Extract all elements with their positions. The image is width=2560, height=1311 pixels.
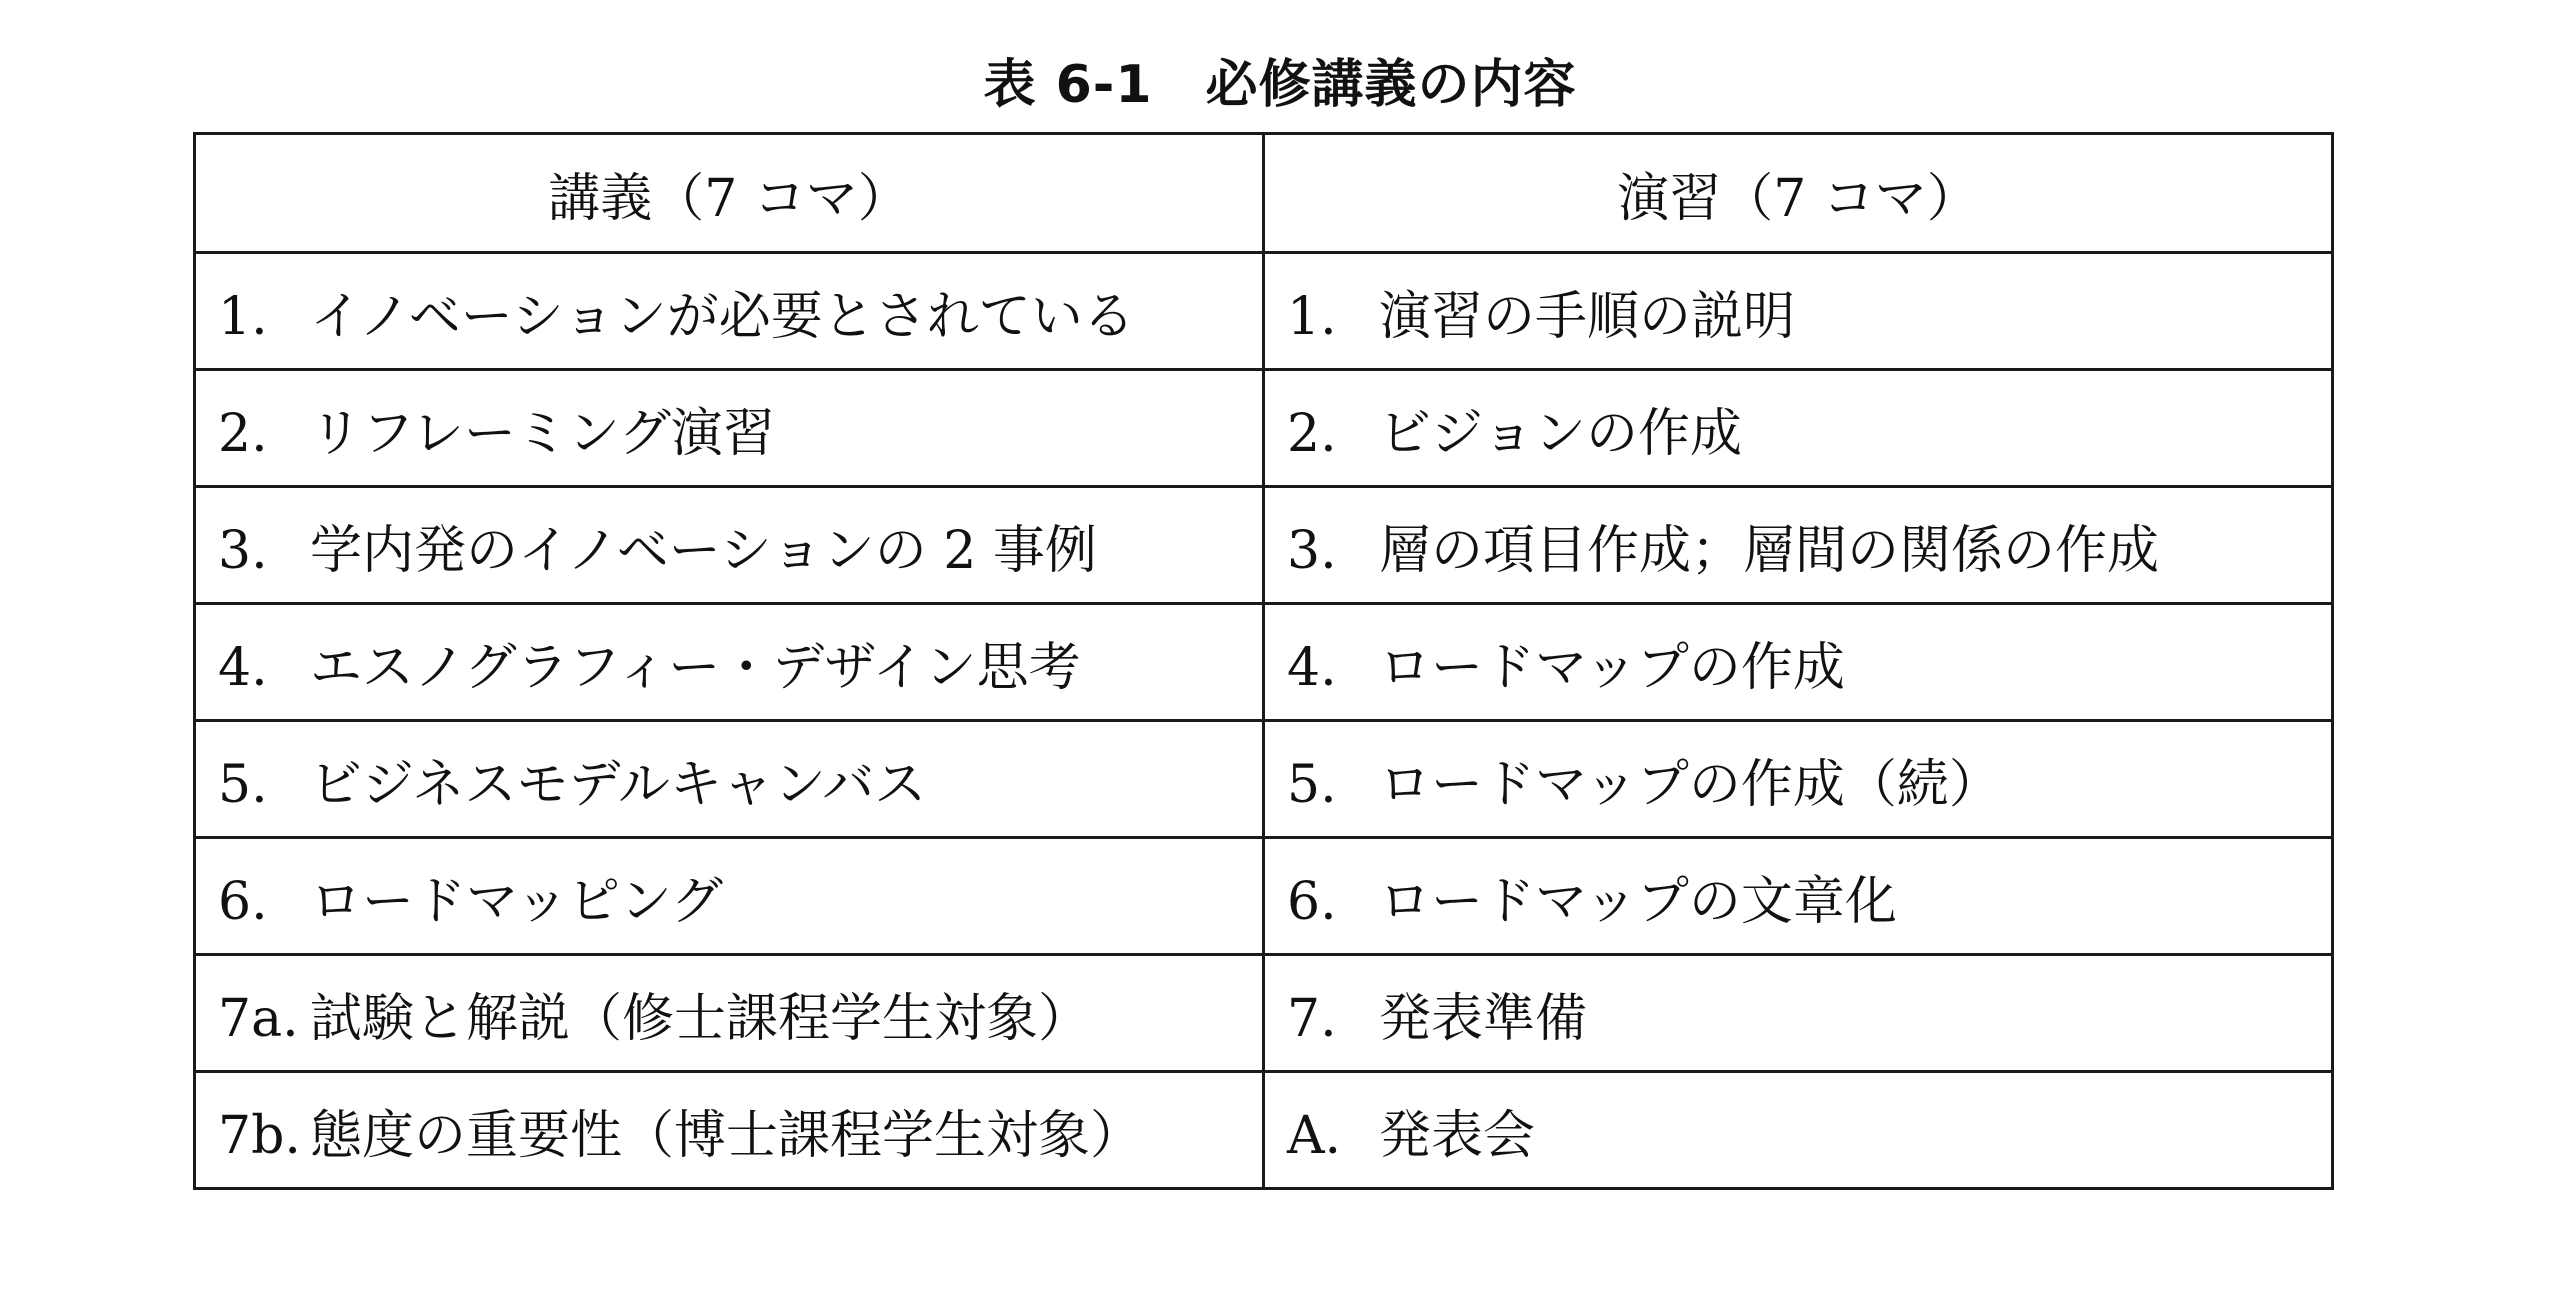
lecture-cell: [195, 955, 1264, 1072]
item-number: 1.: [218, 286, 268, 347]
lecture-cell: [195, 1072, 1264, 1189]
header-exercises: 演習（7 コマ）: [1264, 134, 2333, 253]
exercise-cell: [1264, 253, 2333, 370]
item-number: 7.: [1287, 988, 1337, 1049]
item-text: 発表準備: [1379, 988, 1588, 1049]
item-text: ロードマップの作成: [1379, 637, 1845, 698]
item-number: 2.: [218, 403, 268, 464]
lecture-cell: [195, 604, 1264, 721]
item-number: A.: [1287, 1105, 1342, 1166]
header-row: [195, 134, 2333, 253]
table-row: [195, 721, 2333, 838]
item-text: 態度の重要性（博士課程学生対象）: [310, 1105, 1143, 1166]
exercise-cell: [1264, 370, 2333, 487]
item-number: 5.: [1287, 754, 1337, 815]
item-number: 3.: [218, 520, 268, 581]
item-text: ロードマップの文章化: [1379, 871, 1897, 932]
item-number: 2.: [1287, 403, 1337, 464]
exercise-cell: [1264, 721, 2333, 838]
item-number: 4.: [218, 637, 268, 698]
item-text: 発表会: [1379, 1105, 1536, 1166]
table-row: [195, 1072, 2333, 1189]
item-text: 試験と解説（修士課程学生対象）: [310, 988, 1091, 1049]
table-row: [195, 253, 2333, 370]
header-lectures: 講義（7 コマ）: [195, 134, 1264, 253]
table-row: [195, 604, 2333, 721]
lecture-cell: [195, 370, 1264, 487]
lecture-cell: [195, 487, 1264, 604]
item-number: 7a.: [218, 988, 299, 1049]
exercise-cell: [1264, 838, 2333, 955]
exercise-cell: [1264, 955, 2333, 1072]
item-text: 層の項目作成；層間の関係の作成: [1379, 520, 2160, 581]
table-row: [195, 487, 2333, 604]
course-content-table: [193, 132, 2334, 1190]
item-number: 6.: [1287, 871, 1337, 932]
lecture-cell: [195, 838, 1264, 955]
item-number: 5.: [218, 754, 268, 815]
item-text: エスノグラフィー・デザイン思考: [310, 637, 1081, 698]
item-number: 1.: [1287, 286, 1337, 347]
exercise-cell: [1264, 604, 2333, 721]
item-number: 7b.: [218, 1105, 301, 1166]
table-row: [195, 838, 2333, 955]
table-row: [195, 955, 2333, 1072]
item-text: ビジネスモデルキャンバス: [310, 754, 927, 815]
item-text: リフレーミング演習: [310, 403, 775, 464]
item-text: ビジョンの作成: [1379, 403, 1742, 464]
table-row: [195, 370, 2333, 487]
item-number: 4.: [1287, 637, 1337, 698]
item-text: 演習の手順の説明: [1379, 286, 1796, 347]
exercise-cell: [1264, 487, 2333, 604]
item-number: 3.: [1287, 520, 1337, 581]
item-text: ロードマッピング: [310, 871, 723, 932]
exercise-cell: [1264, 1072, 2333, 1189]
item-text: ロードマップの作成（続）: [1379, 754, 2001, 815]
item-text: 学内発のイノベーションの 2 事例: [310, 520, 1097, 581]
table-title: 表 6-1 必修講義の内容: [983, 55, 1577, 115]
item-text: イノベーションが必要とされている: [310, 286, 1135, 347]
item-number: 6.: [218, 871, 268, 932]
lecture-cell: [195, 721, 1264, 838]
lecture-cell: [195, 253, 1264, 370]
